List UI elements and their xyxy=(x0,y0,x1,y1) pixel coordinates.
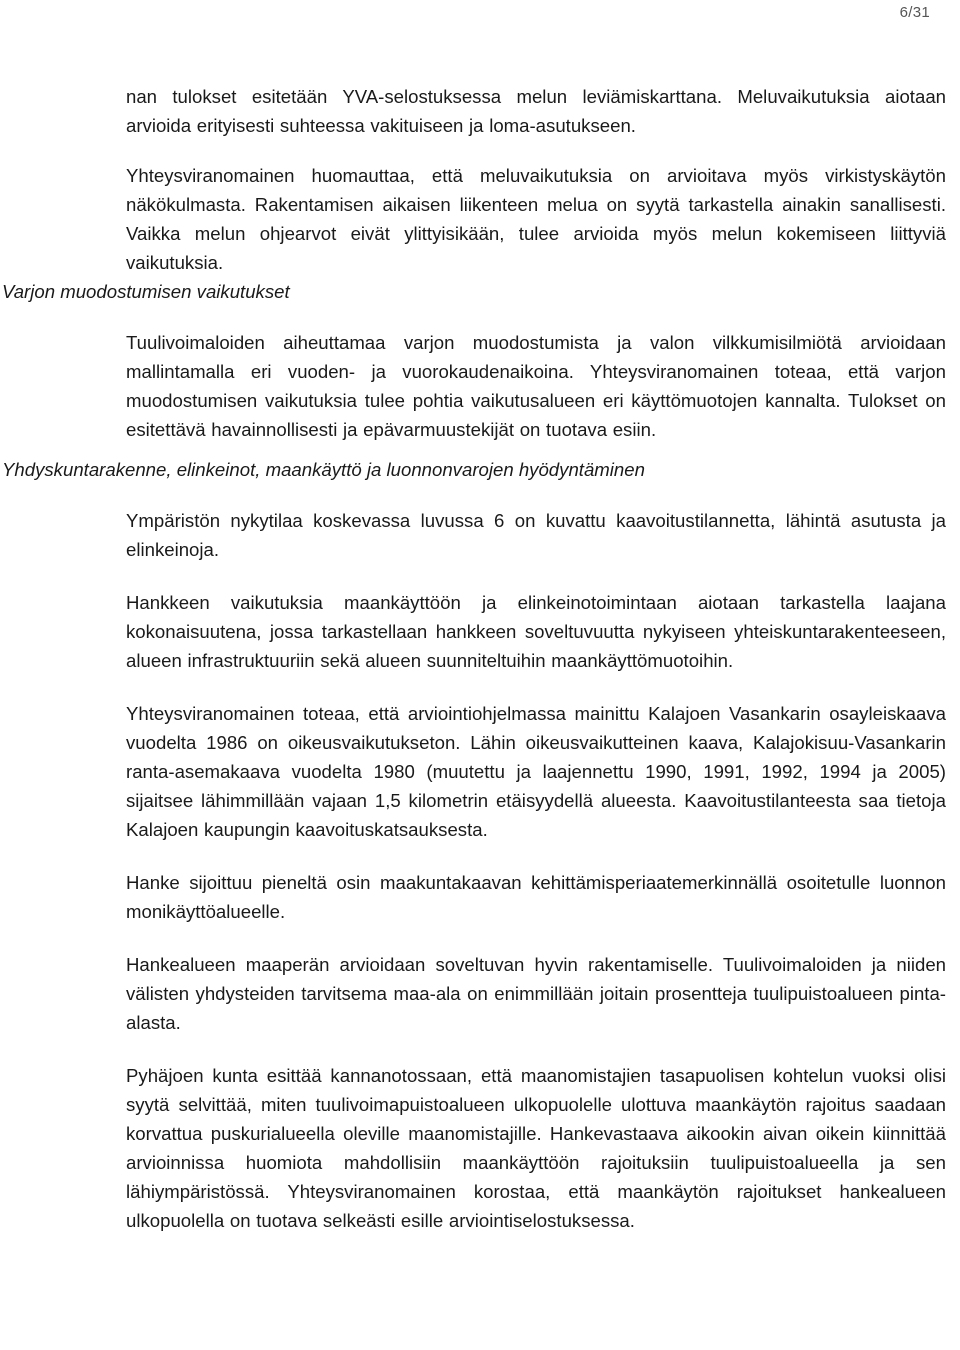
paragraph-zoning-plans: Yhteysviranomainen toteaa, että arviointiohjelmassa mainittu Kalajoen Vasankarin osayleiskaava vuodelta 1986 on oikeusvaikutukseton. Lähin oikeusvaikutteinen kaava, Kalajokisuu-Vasankarin ranta-asemakaava vuodelta 1980 (muutettu ja laajennettu 1990, 1991, 1992, 1994 ja 2005) sijaitsee lähimmillään vajaan 1,5 kilometrin etäisyydellä alueesta. Kaavoitustilanteesta saa tietoja Kalajoen kaupungin kaavoituskatsauksesta. xyxy=(126,703,946,840)
heading-shadow-impacts: Varjon muodostumisen vaikutukset xyxy=(2,281,290,302)
paragraph-current-state: Ympäristön nykytilaa koskevassa luvussa 6 on kuvattu kaavoitustilannetta, lähintä asutusta ja elinkeinoja. xyxy=(126,510,946,560)
page-number: 6/31 xyxy=(899,4,930,21)
paragraph-soil-suitability: Hankealueen maaperän arvioidaan soveltuvan hyvin rakentamiselle. Tuulivoimaloiden ja niiden välisten yhdysteiden tarvitsema maa-ala on enimmillään joitain prosentteja tuulipuistoalueen pinta-alasta. xyxy=(126,954,946,1033)
paragraph-land-use-impacts: Hankkeen vaikutuksia maankäyttöön ja elinkeinotoimintaan aiotaan tarkastella laajana kokonaisuutena, jossa tarkastellaan hankkeen soveltuvuutta nykyiseen yhteiskuntarakenteeseen, alueen infrastruktuuriin sekä alueen suunniteltuihin maankäyttömuotoihin. xyxy=(126,592,946,671)
heading-land-use: Yhdyskuntarakenne, elinkeinot, maankäyttö ja luonnonvarojen hyödyntäminen xyxy=(2,459,645,480)
paragraph-noise-recreation: Yhteysviranomainen huomauttaa, että meluvaikutuksia on arvioitava myös virkistyskäytön näkökulmasta. Rakentamisen aikaisen liikenteen melua on syytä tarkastella ainakin sanallisesti. Vaikka melun ohjearvot eivät ylittyisikään, tulee arvioida myös melun kokemiseen liittyviä vaikutuksia. xyxy=(126,165,946,273)
paragraph-pyhajoki-statement: Pyhäjoen kunta esittää kannanotossaan, että maanomistajien tasapuolisen kohtelun vuoksi olisi syytä selvittää, miten tuulivoimapuistoalueen ulkopuolelle ulottuva maankäytön rajoitus saadaan korvattua puskurialueella oleville maanomistajille. Hankevastaava aikookin aivan oikein kiinnittää arvioinnissa huomiota mahdollisiin maankäyttöön rajoituksiin tuulipuistoalueella ja sen lähiympäristössä. Yhteysviranomainen korostaa, että maankäytön rajoitukset hankealueen ulkopuolella on tuotava selkeästi esille arviointiselostuksessa. xyxy=(126,1065,946,1231)
paragraph-regional-plan: Hanke sijoittuu pieneltä osin maakuntakaavan kehittämisperiaatemerkinnällä osoitetulle luonnon monikäyttöalueelle. xyxy=(126,872,946,922)
paragraph-noise-results: nan tulokset esitetään YVA-selostuksessa melun leviämiskarttana. Meluvaikutuksia aiotaan arvioida erityisesti suhteessa vakituiseen ja loma-asutukseen. xyxy=(126,86,946,136)
paragraph-shadow-flicker: Tuulivoimaloiden aiheuttamaa varjon muodostumista ja valon vilkkumisilmiötä arvioidaan mallintamalla eri vuoden- ja vuorokaudenaikoina. Yhteysviranomainen toteaa, että varjon muodostumisen vaikutuksia tulee pohtia vaikutusalueen eri käyttömuotojen kannalta. Tulokset on esitettävä havainnollisesti ja epävarmuustekijät on tuotava esiin. xyxy=(126,332,946,440)
document-body xyxy=(0,82,960,1235)
